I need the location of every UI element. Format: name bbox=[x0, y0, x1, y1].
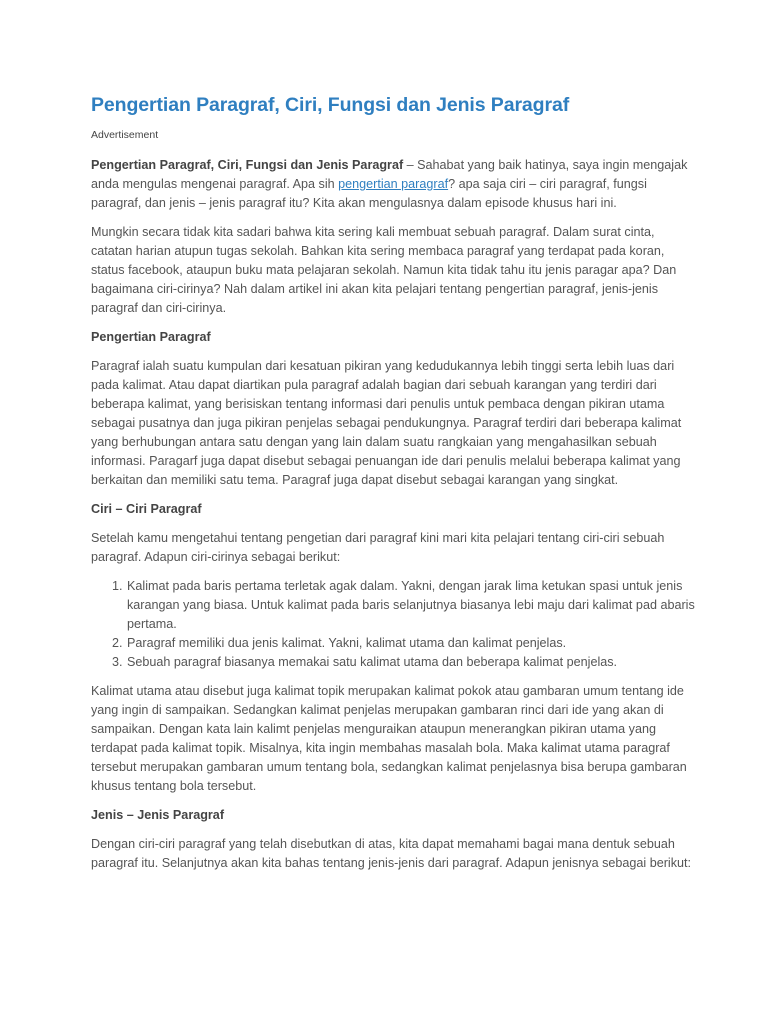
intro-text-before-link: – Sahabat yang baik hatinya, saya ingin mengajak anda mengulas mengenai paragraf. Apa sih bbox=[91, 158, 688, 191]
ciri-list-item: 2. Paragraf memiliki dua jenis kalimat. Yakni, kalimat utama dan kalimat penjelas. bbox=[126, 634, 698, 653]
ciri-list-item: 1. Kalimat pada baris pertama terletak agak dalam. Yakni, dengan jarak lima ketukan spasi untuk jenis karangan yang biasa. Untuk kalimat pada baris selanjutnya biasanya lebi maju dari kalimat pad abaris pertama. bbox=[126, 577, 698, 634]
heading-jenis-paragraf: Jenis – Jenis Paragraf bbox=[91, 808, 225, 822]
ciri-list-item: 3. Sebuah paragraf biasanya memakai satu kalimat utama dan beberapa kalimat penjelas. bbox=[126, 653, 698, 672]
intro-paragraph bbox=[91, 156, 698, 213]
body-paragraph-5: Kalimat utama atau disebut juga kalimat topik merupakan kalimat pokok atau gambaran umum tentang ide yang ingin di sampaikan. Sedangkan kalimat penjelas merupakan gambaran rinci dari ide yang akan di sampaikan. Dengan kata lain kalimt penjelas menguraikan ataupun menerangkan pikiran utama yang terdapat pada kalimat topik. Misalnya, kita ingin membahas masalah bola. Maka kalimat utama paragraf tersebut merupakan gambaran umum tentang bola, sedangkan kalimat penjelasnya bisa berupa gambaran khusus tentang bola tersebut. bbox=[91, 684, 687, 793]
body-paragraph-4: Setelah kamu mengetahui tentang pengetian dari paragraf kini mari kita pelajari tentang ciri-ciri sebuah paragraf. Adapun ciri-cirinya sebagai berikut: bbox=[91, 531, 665, 564]
body-paragraph-6: Dengan ciri-ciri paragraf yang telah disebutkan di atas, kita dapat memahami bagai mana dentuk sebuah paragraf itu. Selanjutnya akan kita bahas tentang jenis-jenis dari paragraf. Adapun jenisnya sebagai berikut: bbox=[91, 837, 691, 870]
article-title: Pengertian Paragraf, Ciri, Fungsi dan Jenis Paragraf bbox=[91, 94, 570, 116]
intro-lead: Pengertian Paragraf, Ciri, Fungsi dan Jenis Paragraf bbox=[91, 158, 404, 172]
body-paragraph-3: Paragraf ialah suatu kumpulan dari kesatuan pikiran yang kedudukannya lebih tinggi serta lebih luas dari pada kalimat. Atau dapat diartikan pula paragraf adalah bagian dari sebuah karangan yang terdiri dari beberapa kalimat, yang berisiskan tentang informasi dari penulis untuk pembaca dengan pikiran utama sebagai pusatnya dan juga pikiran penjelas sebagai pendukungnya. Paragraf terdiri dari beberapa kalimat yang berhubungan antara satu dengan yang lain dalam suatu rangkaian yang mengahasilkan sebuah informasi. Paragarf juga dapat disebut sebagai penuangan ide dari penulis melalui beberapa kalimat yang berkaitan dan memiliki satu tema. Paragraf juga dapat disebut sebagai karangan yang singkat. bbox=[91, 359, 682, 487]
body-paragraph-2: Mungkin secara tidak kita sadari bahwa kita sering kali membuat sebuah paragraf. Dalam surat cinta, catatan harian atupun tugas sekolah. Bahkan kita sering membaca paragraf yang terdapat pada koran, status facebook, ataupun buku mata pelajaran sekolah. Namun kita tidak tahu itu jenis paragar apa? Dan bagaimana ciri-cirinya? Nah dalam artikel ini akan kita pelajari tentang pengertian paragraf, jenis-jenis paragraf dan ciri-cirinya. bbox=[91, 225, 677, 315]
pengertian-paragraf-link[interactable]: pengertian paragraf bbox=[338, 177, 449, 191]
ciri-list bbox=[91, 577, 698, 672]
heading-ciri-paragraf: Ciri – Ciri Paragraf bbox=[91, 502, 202, 516]
intro-text-after-link: ? apa saja ciri – ciri paragraf, fungsi paragraf, dan jenis – jenis paragraf itu? Kita akan mengulasnya dalam episode khusus hari ini. bbox=[91, 177, 647, 210]
heading-pengertian-paragraf: Pengertian Paragraf bbox=[91, 330, 211, 344]
advertisement-label: Advertisement bbox=[91, 129, 159, 141]
